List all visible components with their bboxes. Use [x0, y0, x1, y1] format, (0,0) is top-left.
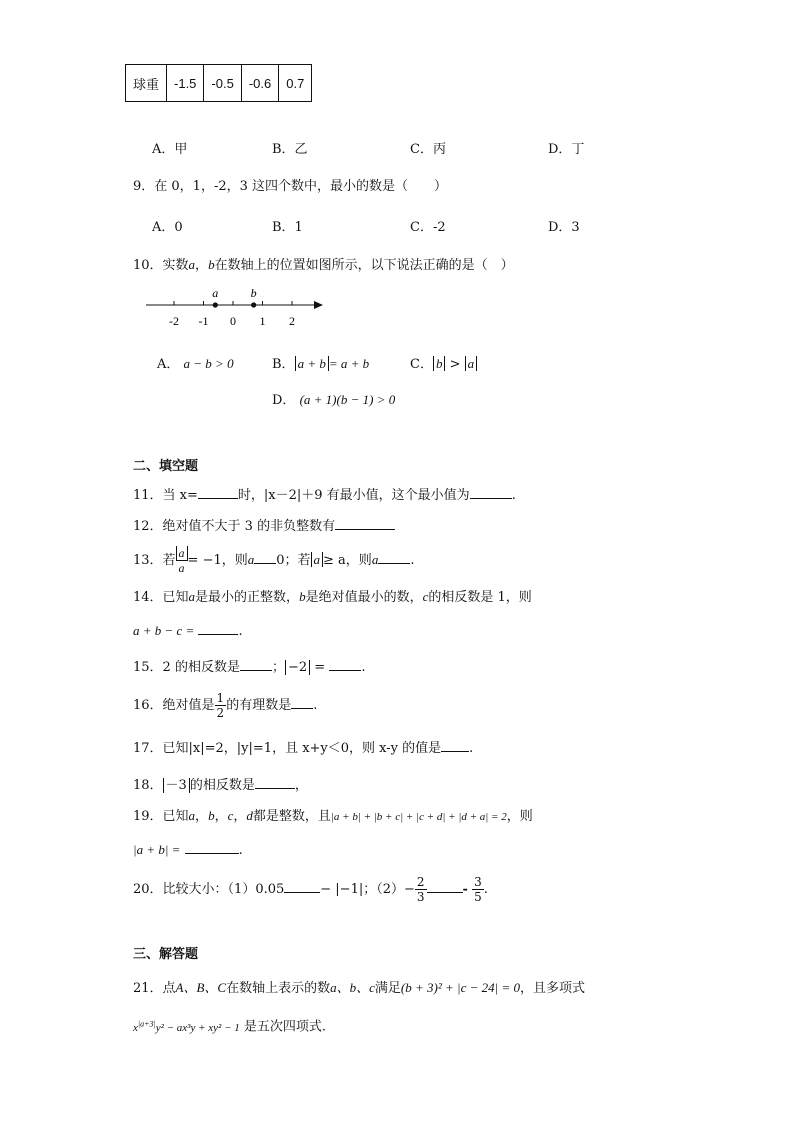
answer-blank[interactable]: [335, 516, 395, 530]
q21-points: A、B、C: [175, 980, 227, 995]
q11-text: .: [511, 488, 516, 503]
q20-text: .: [483, 882, 488, 897]
q16: [133, 690, 317, 722]
q19-var: c: [227, 808, 234, 823]
q14-text: 14．已知: [133, 590, 189, 605]
q20: [133, 872, 488, 908]
q17-text: .: [469, 741, 474, 756]
q12: [133, 516, 395, 536]
section-heading-answer: 三、解答题: [133, 947, 199, 962]
q13-text: ≥ a，则: [323, 553, 372, 568]
answer-blank[interactable]: [329, 657, 361, 671]
q8-option-d: D．丁: [548, 142, 585, 157]
q21-line2: [133, 1015, 326, 1037]
q21-nums: a、b、c: [330, 980, 375, 995]
answer-blank[interactable]: [255, 775, 295, 789]
q10-option-c: [410, 355, 477, 374]
answer-blank[interactable]: [470, 485, 512, 499]
fraction-denominator: 3: [416, 890, 425, 904]
q21-text: 满足: [374, 981, 401, 996]
q8-option-a: A．甲: [152, 142, 188, 157]
table-cell: 0.7: [279, 65, 312, 102]
table-row: [126, 65, 312, 102]
table-label-cell: 球重: [126, 65, 167, 102]
q15-text: .: [361, 660, 366, 675]
q20-text: − |−1|；（2）−: [320, 882, 415, 897]
q10-var-a: a: [188, 257, 196, 272]
option-abs-a: a: [465, 356, 478, 371]
q19-var: a: [188, 808, 196, 823]
q21-text: ，且多项式: [520, 981, 586, 996]
q9-option-d: D．3: [548, 220, 580, 235]
q14-expr: a + b − c =: [133, 623, 195, 638]
q11-text: 11．当 x=: [133, 488, 198, 503]
q10-option-a: [157, 355, 234, 374]
option-label: C．: [410, 357, 433, 372]
q13-var: a: [247, 552, 255, 567]
q20-fraction-2: [472, 875, 484, 904]
q13: [133, 544, 414, 577]
q19-sep: ，: [195, 809, 209, 824]
q14-line1: [133, 588, 532, 607]
q14-text: .: [238, 624, 243, 639]
q8-option-b: B．乙: [272, 142, 308, 157]
table-cell: -1.5: [167, 65, 204, 102]
q18: [133, 775, 308, 795]
point-a-label: a: [212, 286, 219, 300]
option-expr: (a + 1)(b − 1) > 0: [299, 392, 396, 407]
q19-expr: |a + b| + |b + c| + |c + d| + |d + a| = 2: [330, 811, 507, 823]
q14-line2: [133, 621, 243, 641]
q9-option-b: B．1: [272, 220, 303, 235]
q21-text: 21．点: [133, 981, 176, 996]
fraction-numerator: 1: [216, 691, 225, 705]
q21-text: 是五次四项式.: [243, 1019, 327, 1035]
number-line-figure: [140, 285, 340, 330]
answer-blank[interactable]: [185, 840, 239, 854]
q20-fraction-1: [415, 875, 427, 904]
q13-abs: a: [311, 552, 324, 567]
q13-text: 0；若: [276, 553, 311, 568]
section-heading-fill-blank: 二、填空题: [133, 459, 199, 474]
poly-rest: y² − ax³y + xy² − 1: [155, 1021, 240, 1034]
ball-weight-table: [125, 64, 312, 102]
poly-base: x: [133, 1021, 138, 1034]
q13-fraction: [176, 546, 188, 575]
point-a-dot: [213, 302, 218, 307]
answer-blank[interactable]: [254, 550, 276, 564]
q16-text: .: [313, 698, 318, 713]
q14-var: a: [188, 589, 196, 604]
q18-abs: －3: [163, 778, 190, 793]
fraction-numerator: 2: [416, 875, 425, 889]
q15: [133, 657, 365, 677]
q21-line1: [133, 979, 585, 998]
q20-text: 20．比较大小：（1）0.05: [133, 882, 285, 897]
q17: [133, 738, 473, 758]
answer-blank[interactable]: [291, 695, 313, 709]
q21-condition: (b + 3)² + |c − 24| = 0: [400, 980, 520, 995]
q15-text: 15．2 的相反数是: [133, 660, 240, 675]
q10-stem: [133, 256, 514, 275]
q14-text: 是最小的正整数，: [195, 590, 300, 605]
q9-option-a: A．0: [152, 220, 183, 235]
q15-text: =: [314, 660, 326, 675]
q21-text: 在数轴上表示的数: [226, 981, 331, 996]
number-line-tick-label: 0: [230, 314, 236, 328]
q10-post: 在数轴上的位置如图所示，以下说法正确的是（ ）: [214, 258, 514, 273]
q11-text: 时，|x－2|＋9 有最小值，这个最小值为: [237, 488, 470, 503]
number-line-arrow: [314, 301, 323, 309]
q19-line1: [133, 807, 533, 826]
answer-blank[interactable]: [441, 738, 469, 752]
answer-blank[interactable]: [240, 657, 272, 671]
option-abs-b: b: [433, 356, 446, 371]
option-gt: >: [445, 357, 465, 372]
option-label: D．: [272, 393, 296, 408]
q19-expr: |a + b| =: [133, 842, 181, 857]
q11: [133, 485, 516, 505]
q16-text: 16．绝对值是: [133, 698, 215, 713]
poly-exponent: |a+3|: [137, 1019, 156, 1028]
q21-polynomial: [133, 1019, 240, 1034]
q8-option-c: C．丙: [410, 142, 446, 157]
fraction-numerator: a: [176, 546, 188, 561]
table-cell: -0.6: [241, 65, 278, 102]
answer-blank[interactable]: [198, 621, 238, 635]
table-cell: -0.5: [204, 65, 241, 102]
q13-text: 13．若: [133, 553, 176, 568]
number-line-tick-label: -1: [198, 314, 209, 328]
q19-sep: ，: [233, 809, 247, 824]
number-line-tick-label: -2: [169, 314, 179, 328]
fraction-denominator: 5: [474, 890, 482, 904]
fraction-denominator: 2: [216, 706, 225, 720]
q20-text: -: [462, 882, 468, 897]
q19-var: d: [246, 808, 253, 823]
point-b-label: b: [250, 286, 257, 300]
q18-text: 18．: [133, 778, 163, 793]
number-line-tick-label: 1: [259, 314, 266, 328]
q15-text: ；: [271, 660, 285, 675]
fraction-numerator: 3: [474, 875, 482, 889]
q19-text: 都是整数，且: [252, 809, 331, 824]
q16-fraction: [215, 691, 227, 720]
q18-text: 的相反数是: [189, 778, 255, 793]
q10-var-b: b: [208, 257, 215, 272]
q9-option-c: C．-2: [410, 220, 446, 235]
q14-text: 的相反数是 1，则: [428, 590, 532, 605]
q10-option-d: [272, 391, 395, 410]
q17-text: 17．已知|x|=2，|y|=1，且 x+y＜0，则 x-y 的值是: [133, 741, 442, 756]
q9-stem: 9．在 0，1，-2，3 这四个数中，最小的数是（ ）: [133, 179, 448, 194]
q19-text: ，则: [506, 809, 533, 824]
option-expr: = a + b: [328, 356, 370, 371]
q19-line2: [133, 840, 243, 860]
q19-text: 19．已知: [133, 809, 189, 824]
answer-blank[interactable]: [198, 485, 238, 499]
fraction-denominator: a: [178, 561, 185, 575]
q13-var: a: [371, 552, 379, 567]
q12-text: 12．绝对值不大于 3 的非负整数有: [133, 519, 336, 534]
number-line-tick-label: 2: [289, 314, 295, 328]
q19-var: b: [208, 808, 215, 823]
q18-text: ，: [294, 778, 308, 793]
q19-text: .: [238, 843, 243, 858]
option-label: A．: [157, 357, 180, 372]
q10-option-b: [272, 355, 369, 374]
option-label: B．: [272, 357, 295, 372]
option-expr: a − b > 0: [183, 356, 234, 371]
q16-text: 的有理数是: [226, 698, 292, 713]
answer-blank[interactable]: [284, 879, 320, 893]
q14-var: c: [422, 589, 429, 604]
q13-text: = −1，则: [187, 553, 248, 568]
option-expr-abs: a + b: [295, 356, 329, 371]
point-b-dot: [251, 302, 256, 307]
q10-sep: ，: [195, 258, 209, 273]
q19-sep: ，: [214, 809, 228, 824]
q14-text: 是绝对值最小的数，: [305, 590, 423, 605]
q10-pre: 10．实数: [133, 258, 189, 273]
q15-abs: −2: [285, 660, 310, 675]
answer-blank[interactable]: [427, 879, 463, 893]
answer-blank[interactable]: [378, 550, 410, 564]
q13-text: .: [410, 553, 415, 568]
q14-var: b: [299, 589, 306, 604]
